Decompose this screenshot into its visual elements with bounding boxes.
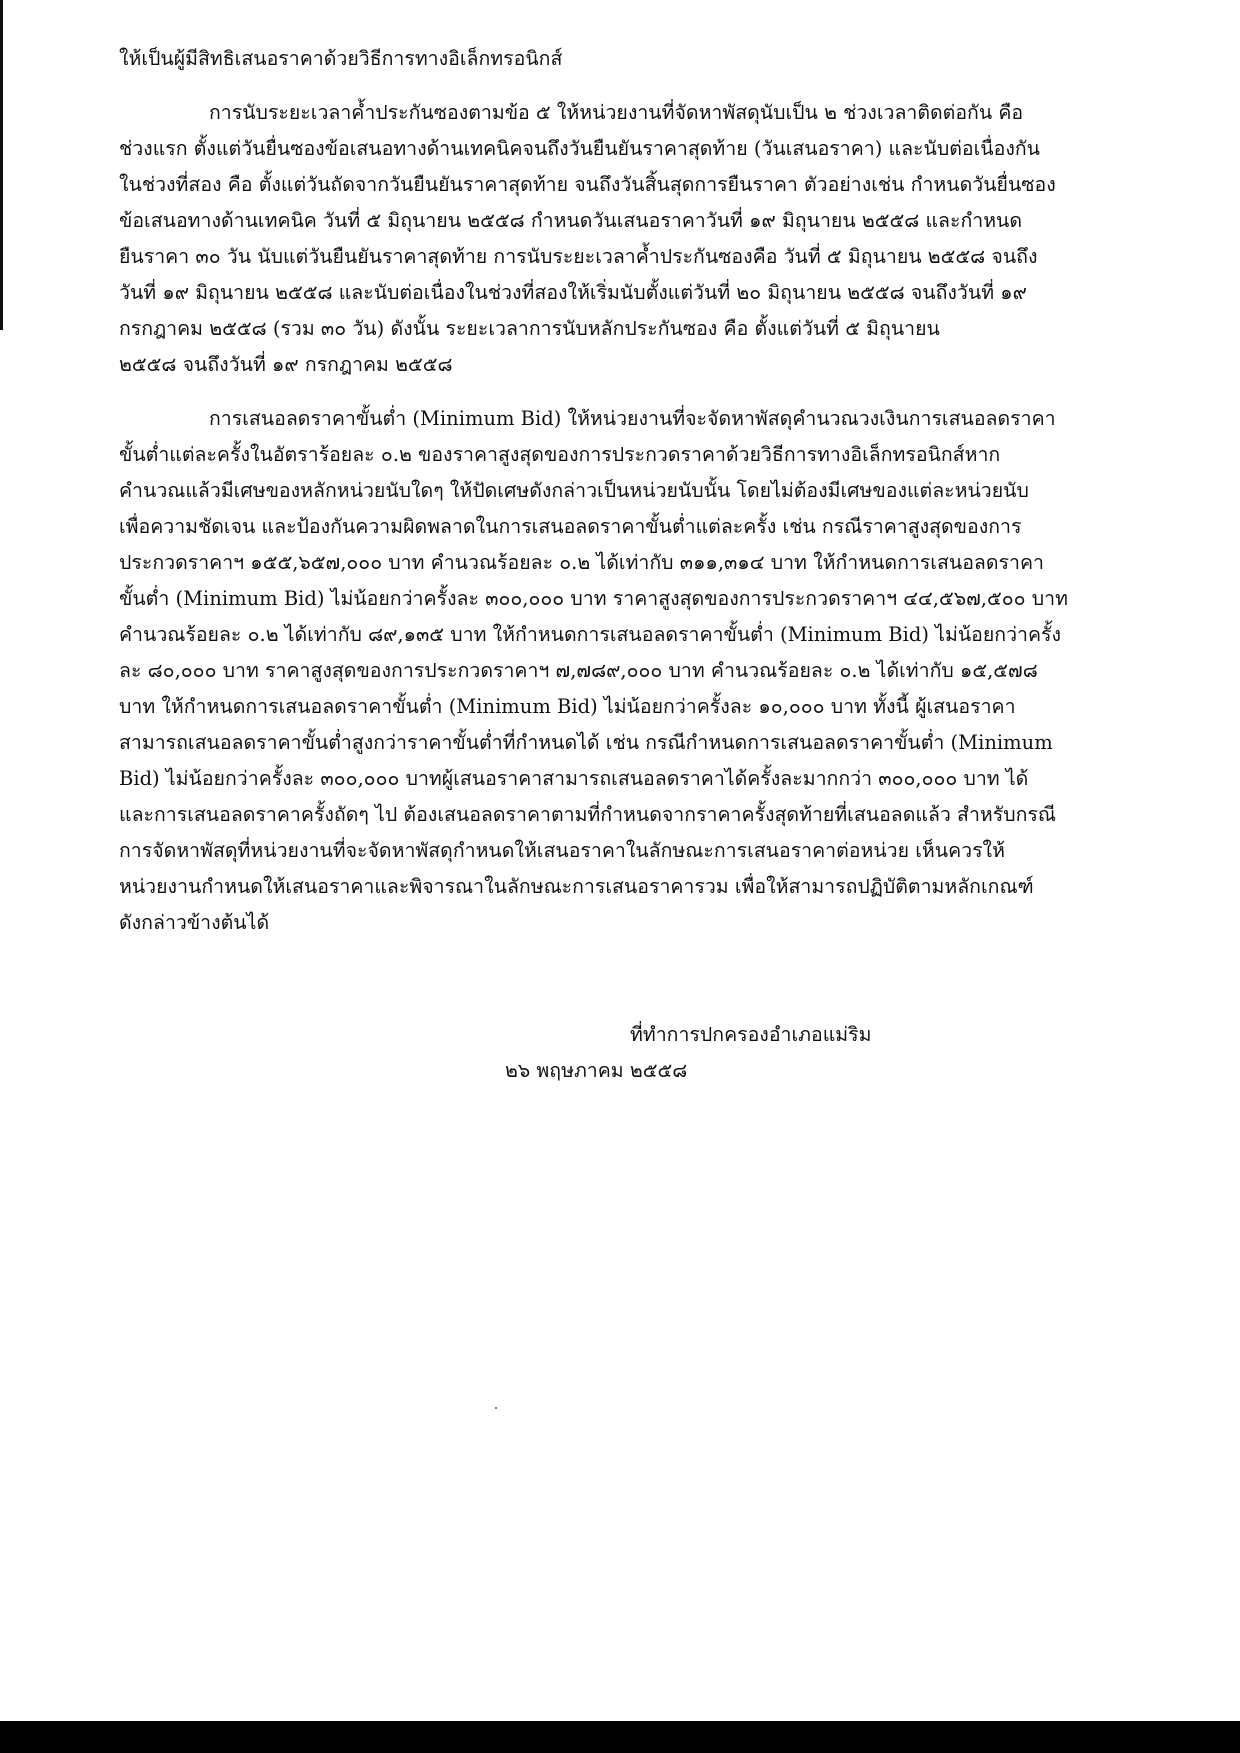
paragraph-line: ละ ๘๐,๐๐๐ บาท ราคาสูงสุดของการประกวดราคาฯ ๗,๗๘๙,๐๐๐ บาท คำนวณร้อยละ ๐.๒ ได้เท่ากับ ๑๕,๕๗๘ — [119, 659, 1038, 682]
paragraph-line: ช่วงแรก ตั้งแต่วันยื่นซองข้อเสนอทางด้านเทคนิคจนถึงวันยืนยันราคาสุดท้าย (วันเสนอราคา) และนับต่อเนื่องกัน — [119, 137, 1040, 160]
scan-edge-mark — [0, 0, 3, 330]
paragraph-line: เพื่อความชัดเจน และป้องกันความผิดพลาดในการเสนอลดราคาขั้นต่ำแต่ละครั้ง เช่น กรณีราคาสูงสุดของการ — [119, 515, 1022, 538]
paragraph-line: ขั้นต่ำแต่ละครั้งในอัตราร้อยละ ๐.๒ ของราคาสูงสุดของการประกวดราคาด้วยวิธีการทางอิเล็กทรอนิกส์หาก — [119, 443, 1001, 466]
paragraph-line: คำนวณแล้วมีเศษของหลักหน่วยนับใดๆ ให้ปัดเศษดังกล่าวเป็นหน่วยนับนั้น โดยไม่ต้องมีเศษของแต่ละหน่วยนับ — [119, 479, 1029, 502]
paragraph-line: ยืนราคา ๓๐ วัน นับแต่วันยืนยันราคาสุดท้าย การนับระยะเวลาค้ำประกันซองคือ วันที่ ๕ มิถุนายน ๒๕๕๘ จนถึง — [119, 245, 1038, 268]
scan-bottom-edge — [0, 1721, 1240, 1753]
paragraph-line: และการเสนอลดราคาครั้งถัดๆ ไป ต้องเสนอลดราคาตามที่กำหนดจากราคาครั้งสุดท้ายที่เสนอลดแล้ว สำหรับกรณี — [119, 803, 1056, 826]
paragraph-line: การจัดหาพัสดุที่หน่วยงานที่จะจัดหาพัสดุกำหนดให้เสนอราคาในลักษณะการเสนอราคาต่อหน่วย เห็นควรให้ — [119, 839, 1005, 862]
paragraph-line: ขั้นต่ำ (Minimum Bid) ไม่น้อยกว่าครั้งละ ๓๐๐,๐๐๐ บาท ราคาสูงสุดของการประกวดราคาฯ ๔๔,๕๖๗,๕๐๐ บาท — [119, 587, 1068, 610]
paragraph-line: ๒๕๕๘ จนถึงวันที่ ๑๙ กรกฎาคม ๒๕๕๘ — [119, 353, 453, 376]
paragraph-line: สามารถเสนอลดราคาขั้นต่ำสูงกว่าราคาขั้นต่ำที่กำหนดได้ เช่น กรณีกำหนดการเสนอลดราคาขั้นต่ำ (Minimum — [119, 731, 1053, 754]
paragraph-line: วันที่ ๑๙ มิถุนายน ๒๕๕๘ และนับต่อเนื่องในช่วงที่สองให้เริ่มนับตั้งแต่วันที่ ๒๐ มิถุนายน ๒๕๕๘ จนถึงวันที่ ๑๙ — [119, 281, 1027, 304]
paragraph-line: ดังกล่าวข้างต้นได้ — [119, 911, 270, 934]
paragraph-line: ในช่วงที่สอง คือ ตั้งแต่วันถัดจากวันยืนยันราคาสุดท้าย จนถึงวันสิ้นสุดการยืนราคา ตัวอย่างเช่น กำหนดวันยื่นซอง — [119, 173, 1056, 196]
paragraph-line: ประกวดราคาฯ ๑๕๕,๖๕๗,๐๐๐ บาท คำนวณร้อยละ ๐.๒ ได้เท่ากับ ๓๑๑,๓๑๔ บาท ให้กำหนดการเสนอลดราคา — [119, 551, 1044, 574]
paragraph-line: การเสนอลดราคาขั้นต่ำ (Minimum Bid) ให้หน่วยงานที่จะจัดหาพัสดุคำนวณวงเงินการเสนอลดราคา — [209, 407, 1056, 430]
signature-office: ที่ทำการปกครองอำเภอแม่ริม — [630, 1023, 872, 1046]
paragraph-line: ข้อเสนอทางด้านเทคนิค วันที่ ๕ มิถุนายน ๒๕๕๘ กำหนดวันเสนอราคาวันที่ ๑๙ มิถุนายน ๒๕๕๘ และกำหนด — [119, 209, 1023, 232]
scan-speck — [495, 1407, 497, 1409]
signature-date: ๒๖ พฤษภาคม ๒๕๕๘ — [505, 1059, 688, 1082]
paragraph-line: กรกฎาคม ๒๕๕๘ (รวม ๓๐ วัน) ดังนั้น ระยะเวลาการนับหลักประกันซอง คือ ตั้งแต่วันที่ ๕ มิถุนายน — [119, 317, 940, 340]
paragraph-line: บาท ให้กำหนดการเสนอลดราคาขั้นต่ำ (Minimum Bid) ไม่น้อยกว่าครั้งละ ๑๐,๐๐๐ บาท ทั้งนี้ ผู้เสนอราคา — [119, 695, 1016, 718]
intro-line: ให้เป็นผู้มีสิทธิเสนอราคาด้วยวิธีการทางอิเล็กทรอนิกส์ — [119, 47, 563, 70]
paragraph-line: Bid) ไม่น้อยกว่าครั้งละ ๓๐๐,๐๐๐ บาทผู้เสนอราคาสามารถเสนอลดราคาได้ครั้งละมากกว่า ๓๐๐,๐๐๐ บาท ได้ — [119, 767, 1029, 790]
paragraph-line: การนับระยะเวลาค้ำประกันซองตามข้อ ๕ ให้หน่วยงานที่จัดหาพัสดุนับเป็น ๒ ช่วงเวลาติดต่อกัน คือ — [209, 101, 1024, 124]
paragraph-line: หน่วยงานกำหนดให้เสนอราคาและพิจารณาในลักษณะการเสนอราคารวม เพื่อให้สามารถปฏิบัติตามหลักเกณฑ์ — [119, 875, 1034, 898]
paragraph-line: คำนวณร้อยละ ๐.๒ ได้เท่ากับ ๘๙,๑๓๕ บาท ให้กำหนดการเสนอลดราคาขั้นต่ำ (Minimum Bid) ไม่น้อยกว่าครั้ง — [119, 623, 1062, 646]
